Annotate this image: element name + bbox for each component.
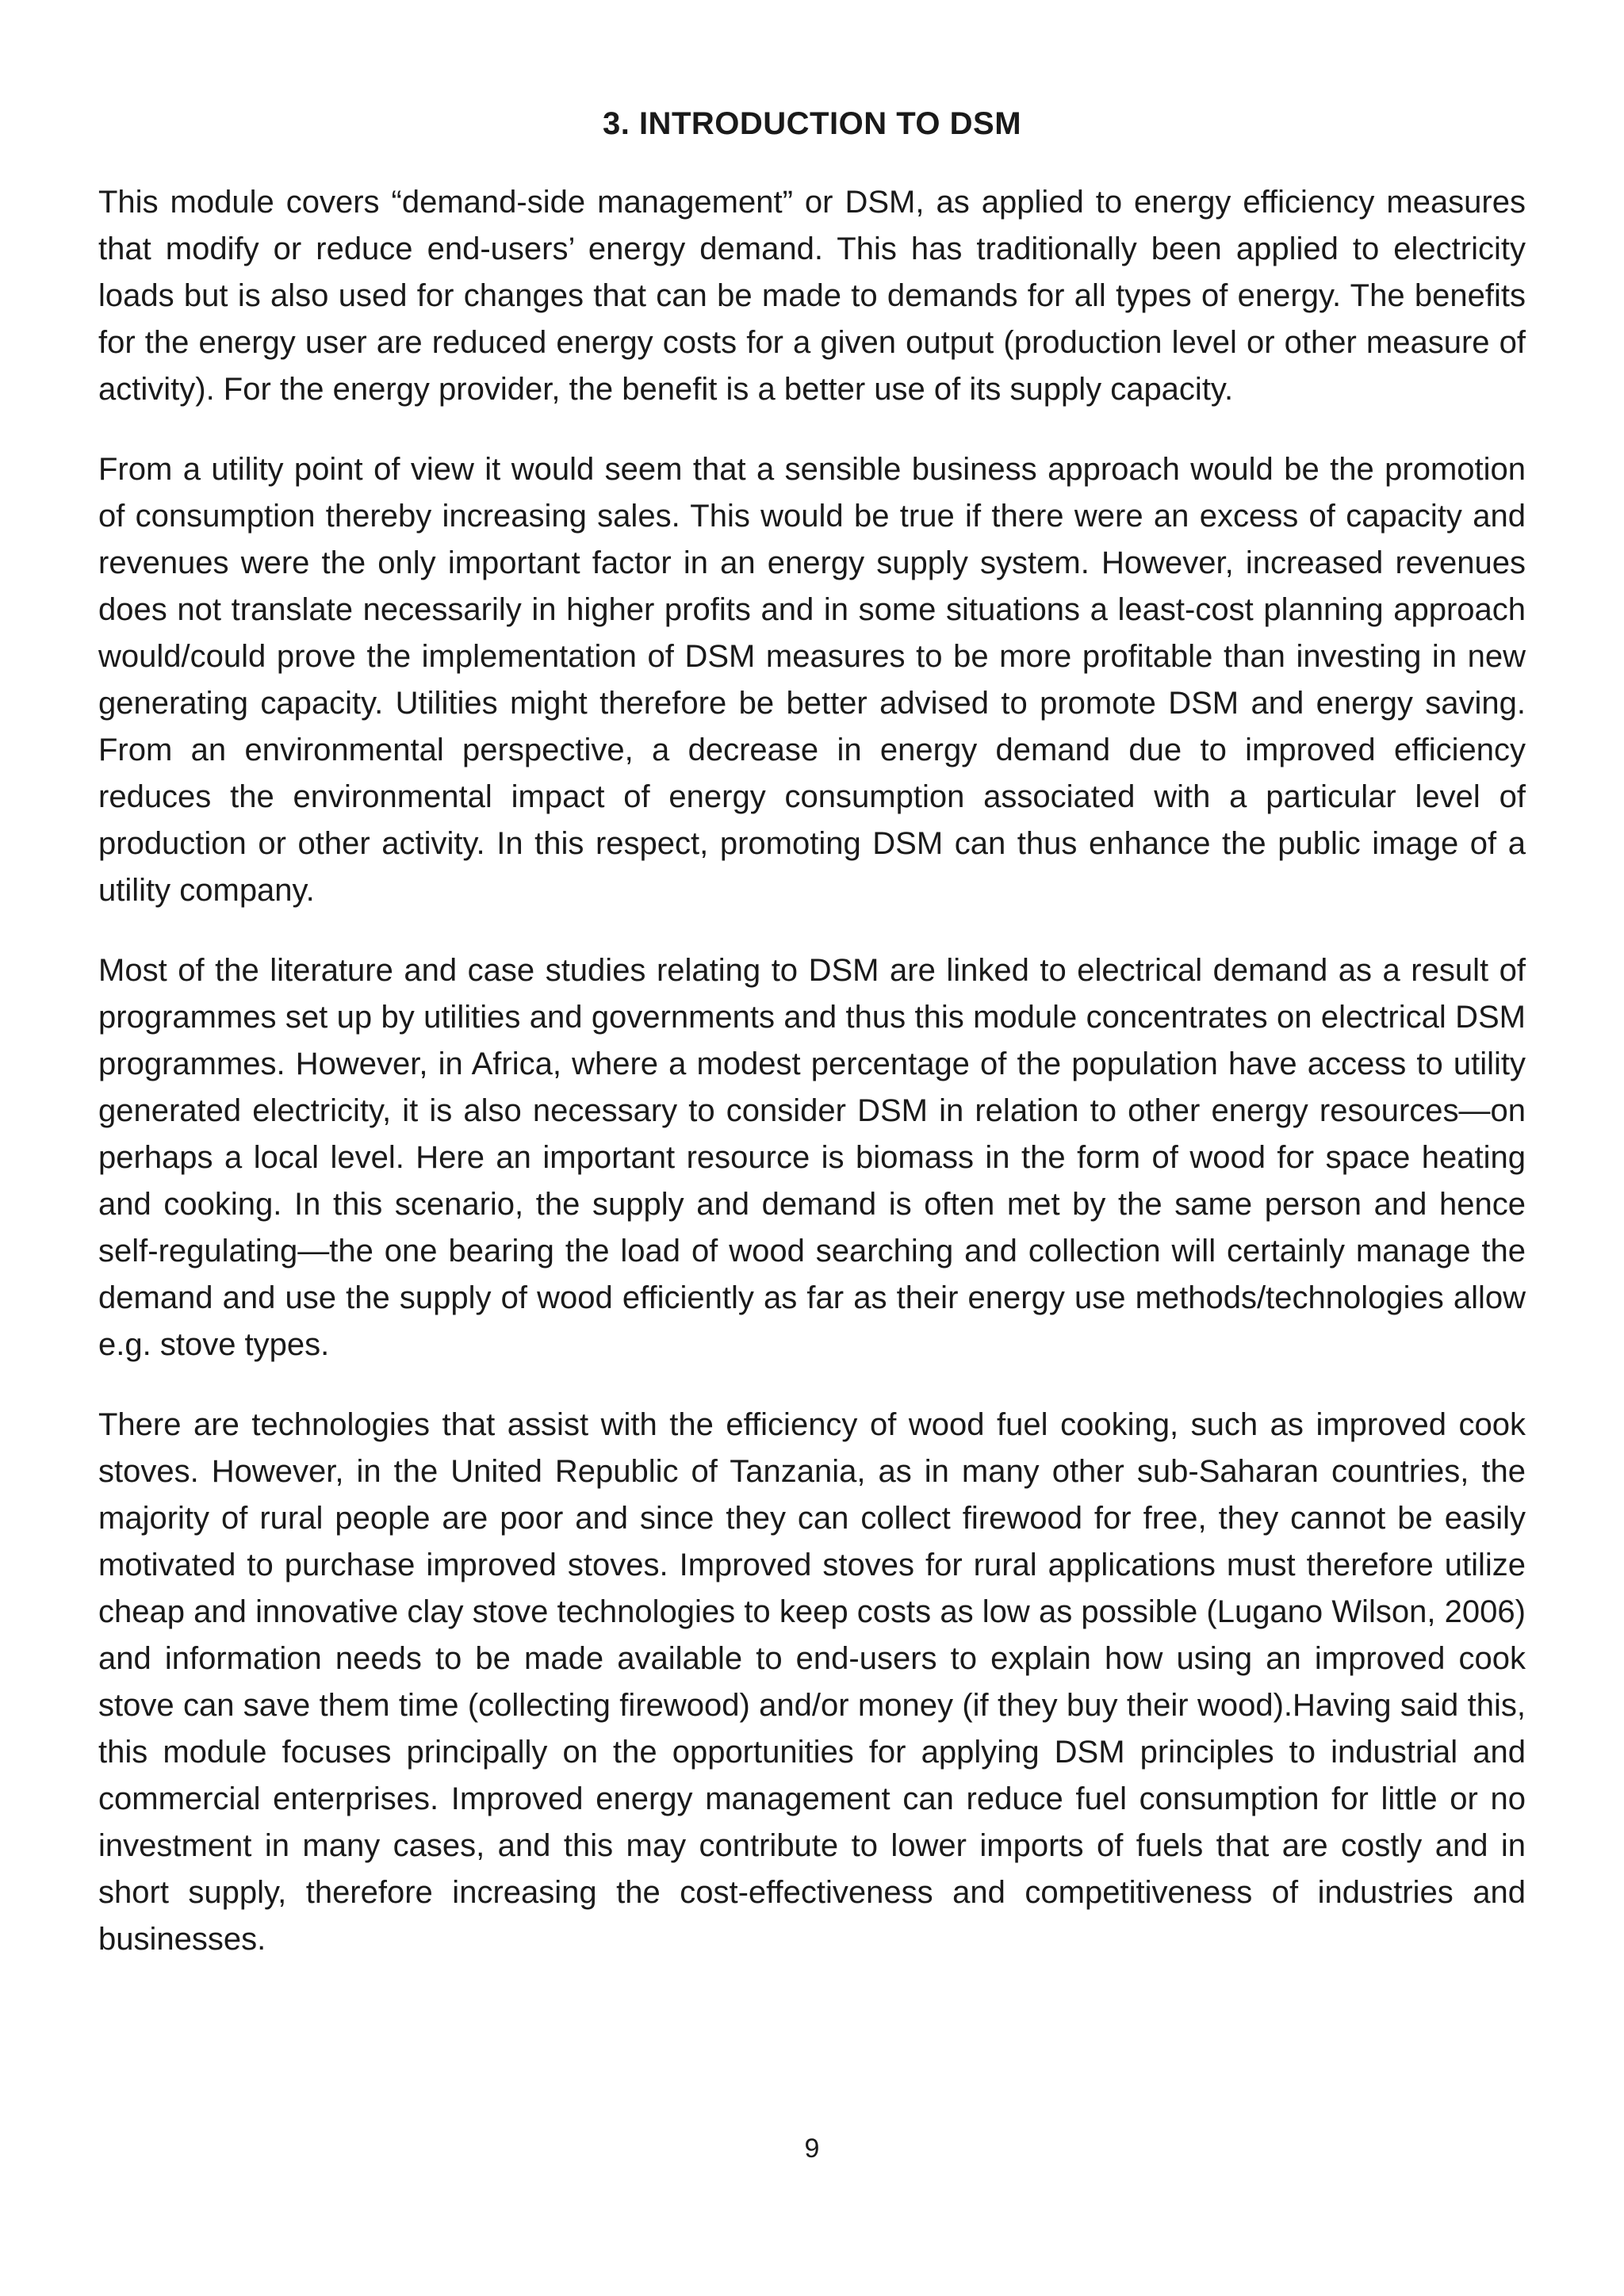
section-heading: 3. INTRODUCTION TO DSM <box>602 106 1022 141</box>
paragraph-intro: This module covers “demand-side management” or DSM, as applied to energy efficiency measures that modify or reduce end-users’ energy demand. This has traditionally been applied to electricity loads but is also used for changes that can be made to demands for all types of energy. The benefits for the energy user are reduced energy costs for a given output (production level or other measure of activity). For the energy provider, the benefit is a better use of its supply capacity. <box>98 185 1526 407</box>
paragraph-utility-view: From a utility point of view it would seem that a sensible business approach would be the promotion of consumption thereby increasing sales. This would be true if there were an excess of capacity and revenues were the only important factor in an energy supply system. However, increased revenues does not translate necessarily in higher profits and in some situations a least-cost planning approach would/could prove the implementation of DSM measures to be more profitable than investing in new generating capacity. Utilities might therefore be better advised to promote DSM and energy saving. From an environmental perspective, a decrease in energy demand due to improved efficiency reduces the environmental impact of energy consumption associated with a particular level of production or other activity. In this respect, promoting DSM can thus enhance the public image of a utility company. <box>98 452 1526 908</box>
page-number: 9 <box>804 2133 820 2164</box>
paragraph-literature: Most of the literature and case studies relating to DSM are linked to electrical demand as a result of programmes set up by utilities and governments and thus this module concentrates on electrical DSM programmes. However, in Africa, where a modest percentage of the population have access to utility generated electricity, it is also necessary to consider DSM in relation to other energy resources—on perhaps a local level. Here an important resource is biomass in the form of wood for space heating and cooking. In this scenario, the supply and demand is often met by the same person and hence self-regulating—the one bearing the load of wood searching and collection will certainly manage the demand and use the supply of wood efficiently as far as their energy use methods/technologies allow e.g. stove types. <box>98 953 1526 1362</box>
paragraph-technologies: There are technologies that assist with the efficiency of wood fuel cooking, such as improved cook stoves. However, in the United Republic of Tanzania, as in many other sub-Saharan countries, the majority of rural people are poor and since they can collect firewood for free, they cannot be easily motivated to purchase improved stoves. Improved stoves for rural applications must therefore utilize cheap and innovative clay stove technologies to keep costs as low as possible (Lugano Wilson, 2006) and information needs to be made available to end-users to explain how using an improved cook stove can save them time (collecting firewood) and/or money (if they buy their wood).Having said this, this module focuses principally on the opportunities for applying DSM principles to industrial and commercial enterprises. Improved energy management can reduce fuel consumption for little or no investment in many cases, and this may contribute to lower imports of fuels that are costly and in short supply, therefore increasing the cost-effectiveness and competitiveness of industries and businesses. <box>98 1407 1526 1957</box>
document-page <box>98 103 1526 1996</box>
